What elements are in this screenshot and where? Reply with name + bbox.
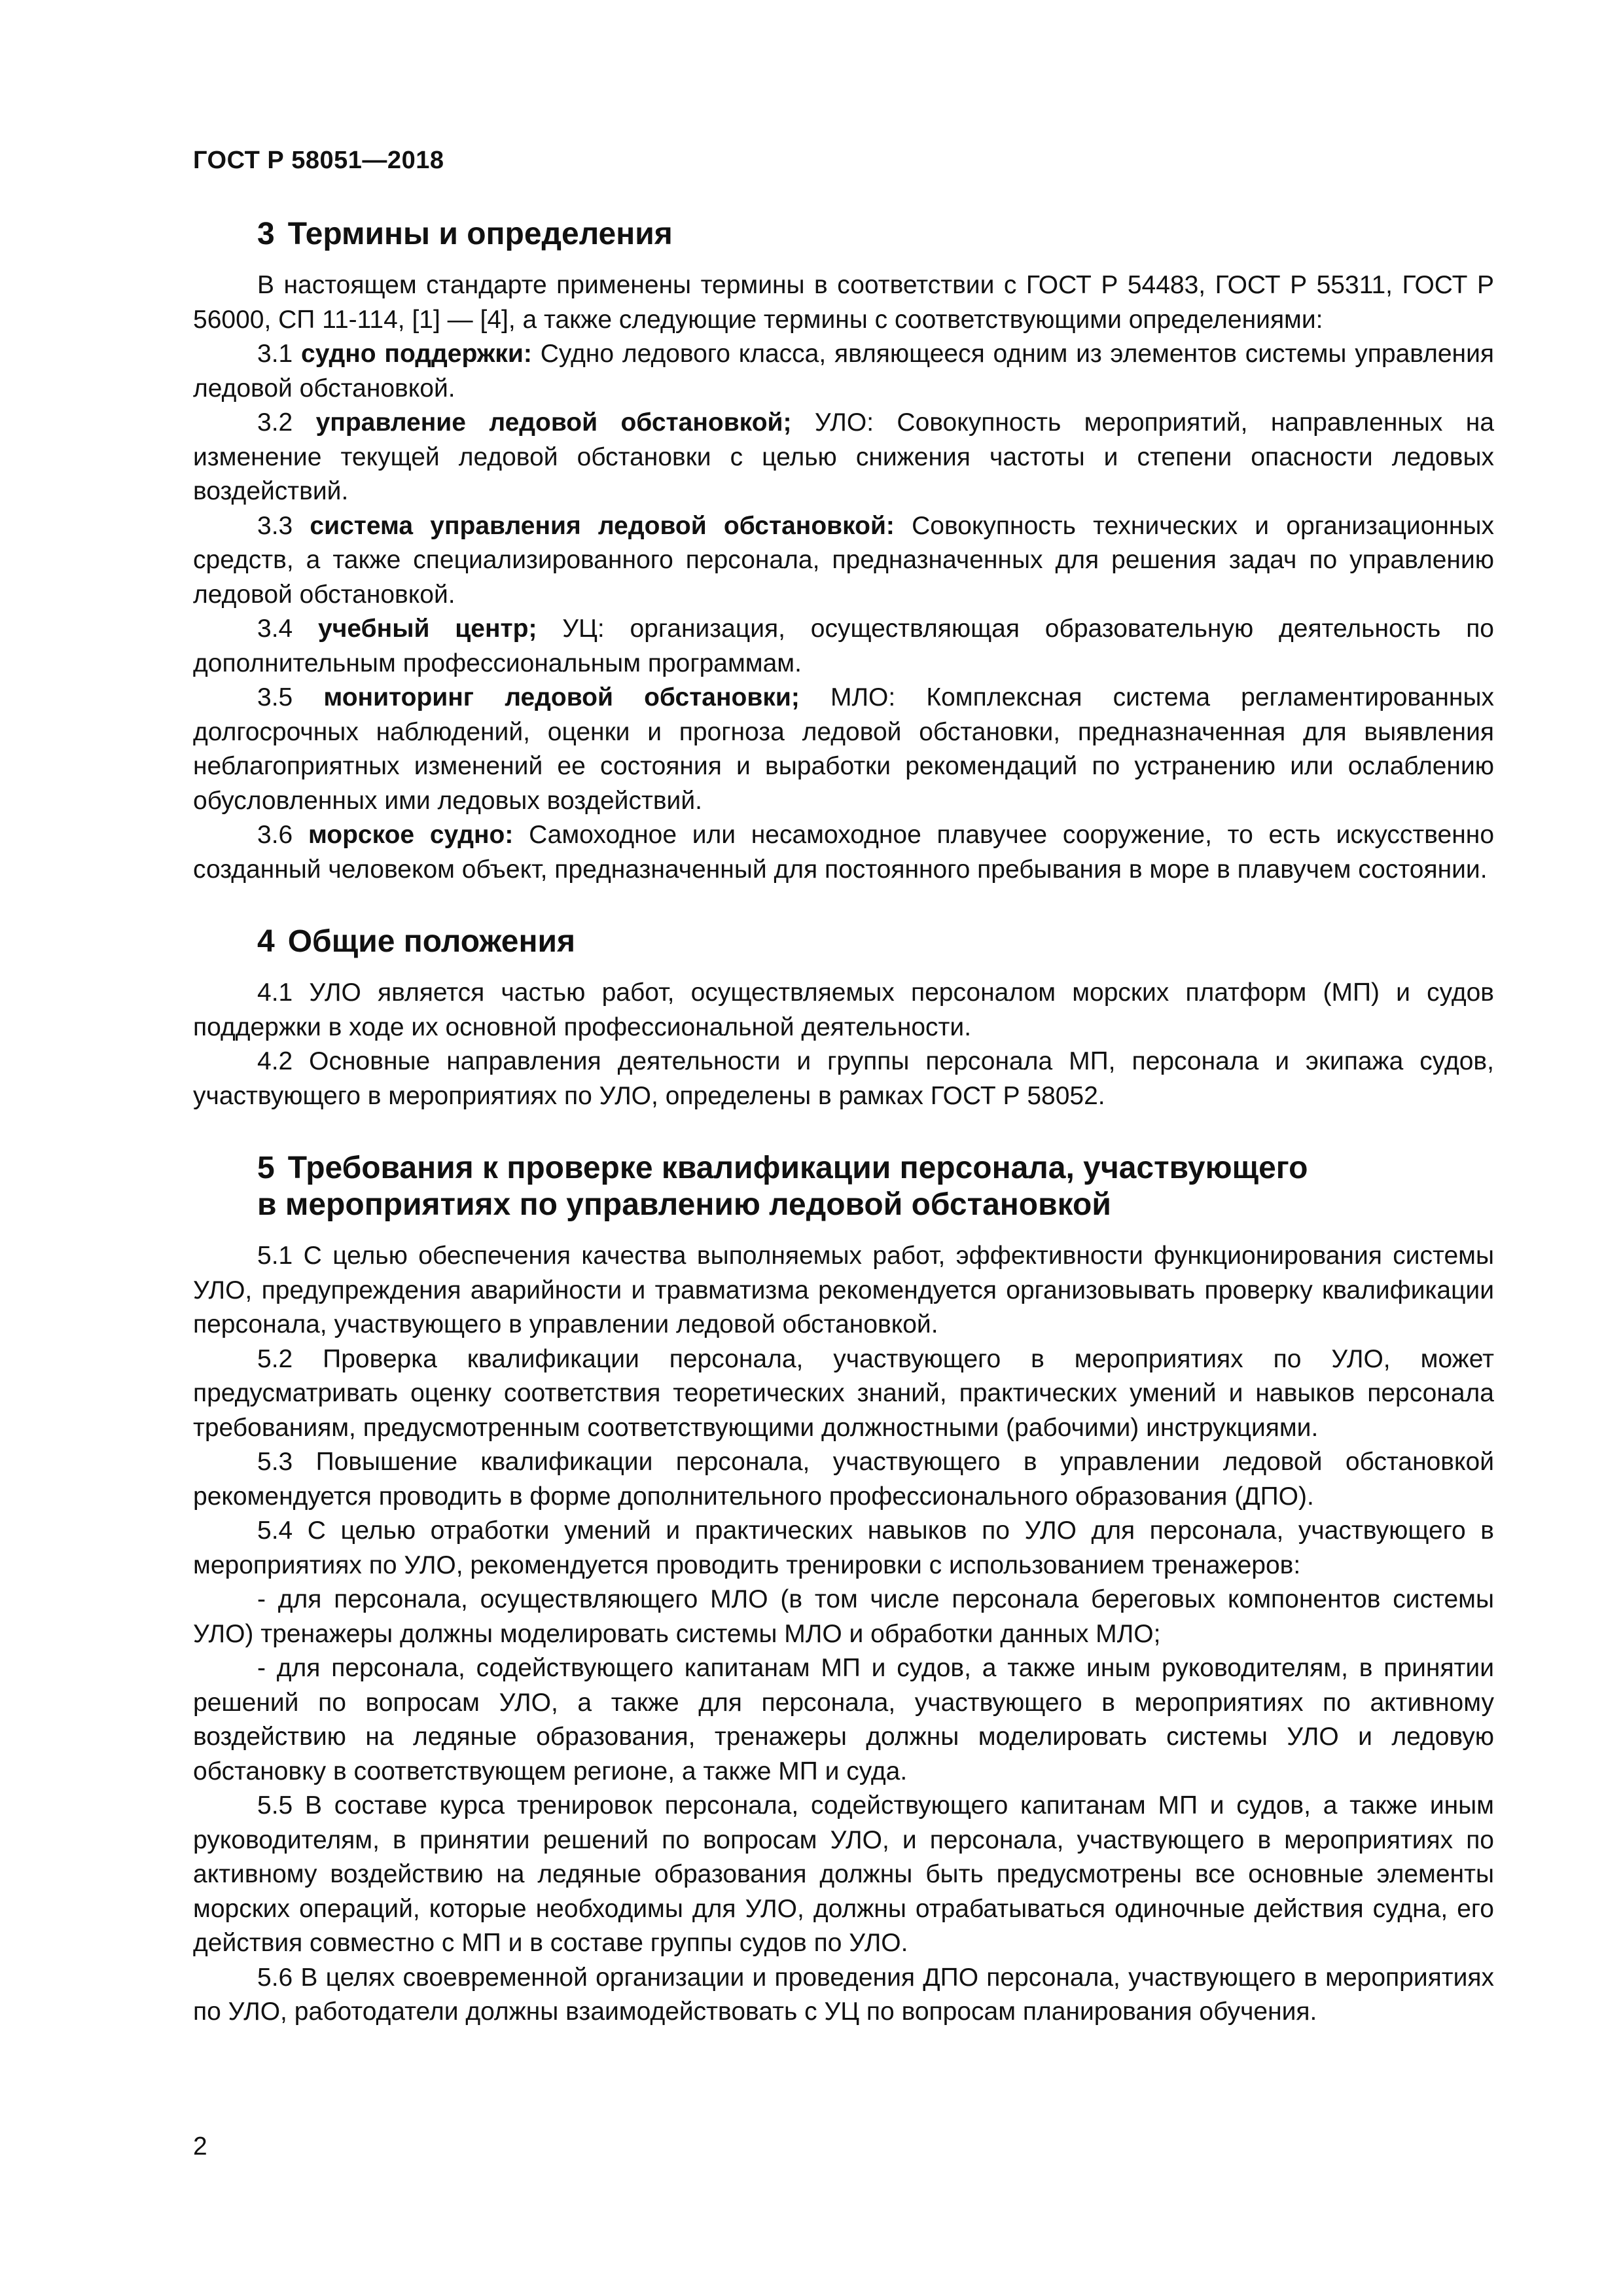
clause-text: Основные направления деятельности и группы персонала МП, персонала и экипажа судов, участвующего в мероприятиях по УЛО, определены в рамках ГОСТ Р 58052. xyxy=(193,1047,1494,1110)
document-body xyxy=(193,216,1494,2030)
clause-text: В составе курса тренировок персонала, содействующего капитанам МП и судов, а также иным руководителям, в принятии решений по вопросам УЛО, и персонала, участвующего в мероприятиях по активному воздействию на ледяные образования должны быть предусмотрены все основные элементы морских операций, которые необходимы для УЛО, должны отрабатываться одиночные действия судна, его действия совместно с МП и в составе группы судов по УЛО. xyxy=(193,1791,1494,1957)
section-number: 5 xyxy=(257,1151,275,1185)
term-3-4 xyxy=(193,612,1494,681)
list-item: - для персонала, содействующего капитанам МП и судов, а также иным руководителям, в принятии решений по вопросам УЛО, а также для персонала, участвующего в мероприятиях по активному воздействию на ледяные образования, тренажеры должны моделировать системы УЛО и ледовую обстановку в соответствующем регионе, а также МП и суда. xyxy=(193,1654,1494,1785)
clause-number: 5.1 xyxy=(257,1242,293,1270)
clause-number: 5.5 xyxy=(257,1791,293,1820)
clause-number: 5.3 xyxy=(257,1448,293,1476)
clause-number: 3.3 xyxy=(257,511,293,540)
term-3-2 xyxy=(193,406,1494,509)
section-3-intro: В настоящем стандарте применены термины в соответствии с ГОСТ Р 54483, ГОСТ Р 55311, ГОСТ Р 56000, СП 11-114, [1] — [4], а также следующие термины с соответствующими определениями: xyxy=(193,271,1494,334)
clause-number: 5.2 xyxy=(257,1344,293,1373)
term-definition: УЛО: Совокупность мероприятий, направленных на изменение текущей ледовой обстановки с целью снижения частоты и степени опасности ледовых воздействий. xyxy=(193,408,1495,505)
term-name: управление ледовой обстановкой; xyxy=(315,408,792,437)
clause-5-6 xyxy=(193,1961,1494,2030)
term-definition: МЛО: Комплексная система регламентированных долгосрочных наблюдений, оценки и прогноза ледовой обстановки, предназначенная для выявления неблагоприятных изменений ее состояния и выработки рекомендаций по устранению или ослаблению обусловленных ими ледовых воздействий. xyxy=(193,683,1494,815)
term-name: мониторинг ледовой обстановки; xyxy=(323,683,800,711)
clause-number: 5.4 xyxy=(257,1516,293,1545)
term-3-5 xyxy=(193,681,1494,818)
section-4-title xyxy=(193,924,1494,960)
term-definition: Самоходное или несамоходное плавучее сооружение, то есть искусственно созданный человеком объект, предназначенный для постоянного пребывания в море в плавучем состоянии. xyxy=(193,821,1495,884)
term-definition: УЦ: организация, осуществляющая образовательную деятельность по дополнительным профессиональным программам. xyxy=(193,615,1495,677)
clause-number: 3.1 xyxy=(257,340,293,368)
clause-text: С целью обеспечения качества выполняемых работ, эффективности функционирования системы УЛО, предупреждения аварийности и травматизма рекомендуется организовывать проверку квалификации персонала, участвующего в управлении ледовой обстановкой. xyxy=(193,1242,1494,1338)
clause-number: 3.5 xyxy=(257,683,293,711)
term-name: морское судно: xyxy=(308,821,514,849)
clause-text: УЛО является частью работ, осуществляемых персоналом морских платформ (МП) и судов поддержки в ходе их основной профессиональной деятельности. xyxy=(193,978,1494,1041)
section-title-line2: в мероприятиях по управлению ледовой обстановкой xyxy=(257,1187,1111,1222)
section-title-text: Термины и определения xyxy=(287,217,673,251)
clause-number: 3.6 xyxy=(257,821,293,849)
section-5-title xyxy=(193,1150,1494,1223)
clause-5-4 xyxy=(193,1514,1494,1583)
section-title-text: Общие положения xyxy=(287,924,575,959)
page-number: 2 xyxy=(193,2132,207,2161)
list-item: - для персонала, осуществляющего МЛО (в том числе персонала береговых компонентов системы УЛО) тренажеры должны моделировать системы МЛО и обработки данных МЛО; xyxy=(193,1585,1494,1648)
clause-text: С целью отработки умений и практических навыков по УЛО для персонала, участвующего в мероприятиях по УЛО, рекомендуется проводить тренировки с использованием тренажеров: xyxy=(193,1516,1494,1579)
term-name: система управления ледовой обстановкой: xyxy=(310,511,895,540)
term-name: учебный центр; xyxy=(318,615,537,643)
section-number: 4 xyxy=(257,924,275,959)
term-name: судно поддержки: xyxy=(301,340,532,368)
term-definition: Совокупность технических и организационных средств, а также специализированного персонала, предназначенных для решения задач по управлению ледовой обстановкой. xyxy=(193,511,1495,609)
clause-number: 5.6 xyxy=(257,1963,293,1992)
clause-5-1 xyxy=(193,1239,1494,1342)
clause-number: 4.1 xyxy=(257,978,293,1007)
term-definition: Судно ледового класса, являющееся одним из элементов системы управления ледовой обстановкой. xyxy=(193,340,1494,403)
term-3-3 xyxy=(193,509,1494,613)
term-3-1 xyxy=(193,337,1494,406)
clause-text: Проверка квалификации персонала, участвующего в мероприятиях по УЛО, может предусматривать оценку соответствия теоретических знаний, практических умений и навыков персонала требованиям, предусмотренным соответствующими должностными (рабочими) инструкциями. xyxy=(193,1344,1494,1442)
section-3-title xyxy=(193,216,1494,253)
clause-5-3 xyxy=(193,1445,1494,1514)
section-number: 3 xyxy=(257,217,275,251)
clause-4-1 xyxy=(193,976,1494,1045)
clause-number: 4.2 xyxy=(257,1047,293,1075)
clause-5-2 xyxy=(193,1342,1494,1446)
clause-text: В целях своевременной организации и проведения ДПО персонала, участвующего в мероприятиях по УЛО, работодатели должны взаимодействовать с УЦ по вопросам планирования обучения. xyxy=(193,1963,1494,2026)
clause-number: 3.2 xyxy=(257,408,293,437)
section-title-line1: Требования к проверке квалификации персонала, участвующего xyxy=(287,1151,1308,1185)
clause-4-2 xyxy=(193,1045,1494,1113)
document-header-code: ГОСТ Р 58051—2018 xyxy=(193,147,444,174)
clause-5-5 xyxy=(193,1789,1494,1961)
clause-number: 3.4 xyxy=(257,615,293,643)
clause-text: Повышение квалификации персонала, участвующего в управлении ледовой обстановкой рекомендуется проводить в форме дополнительного профессионального образования (ДПО). xyxy=(193,1448,1494,1511)
term-3-6 xyxy=(193,818,1494,887)
